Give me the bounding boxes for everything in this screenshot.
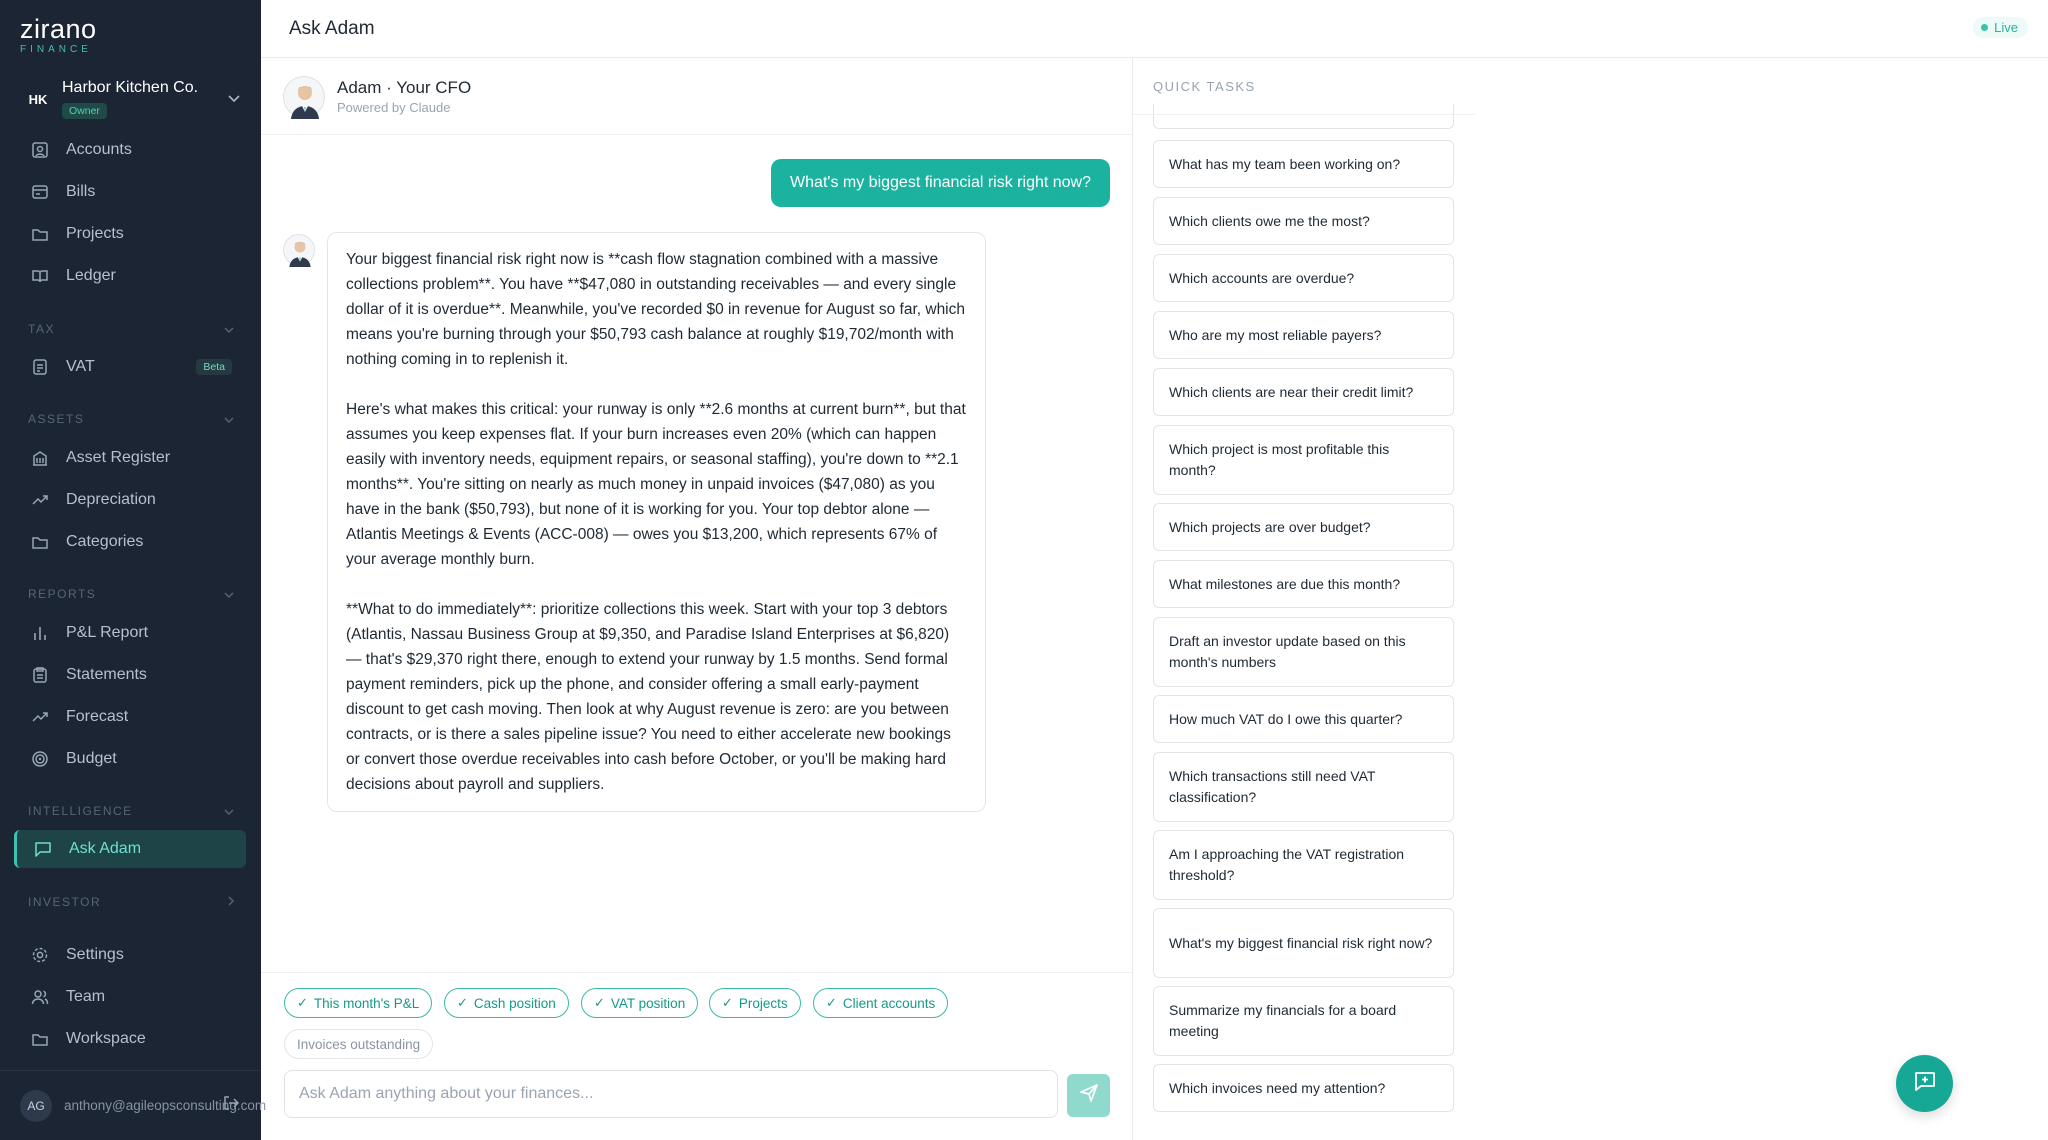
chat-header [261, 58, 1133, 135]
message-plus-icon [1913, 1069, 1937, 1098]
org-initials: HK [28, 91, 48, 107]
sidebar-item-workspace[interactable] [14, 1020, 246, 1058]
sidebar-item-ledger[interactable] [14, 257, 246, 295]
live-dot-icon [1981, 24, 1988, 31]
quick-task-partial[interactable] [1153, 104, 1454, 129]
sidebar-item-label: VAT [66, 358, 95, 375]
context-chip-cash[interactable] [444, 988, 569, 1018]
sidebar-item-label: P&L Report [66, 624, 149, 641]
sidebar-item-label: Asset Register [66, 449, 171, 466]
sidebar-item-label: Depreciation [66, 491, 156, 508]
nav-section-tax[interactable] [28, 322, 234, 336]
org-name: Harbor Kitchen Co. [62, 79, 199, 96]
sidebar-item-label: Ask Adam [69, 840, 142, 857]
org-switcher[interactable] [14, 70, 248, 128]
quick-task[interactable]: What milestones are due this month? [1153, 560, 1454, 608]
quick-task[interactable]: Summarize my financials for a board meeting [1153, 986, 1454, 1056]
quick-task[interactable]: Which projects are over budget? [1153, 503, 1454, 551]
sidebar-item-bills[interactable] [14, 173, 246, 211]
nav-section-investor[interactable] [28, 895, 234, 909]
check-icon: ✓ [826, 995, 837, 1010]
assistant-name: Adam · Your CFO [337, 78, 472, 97]
sidebar-item-label: Categories [66, 533, 144, 550]
quick-task[interactable]: Which invoices need my attention? [1153, 1064, 1454, 1112]
sidebar-item-projects[interactable] [14, 215, 246, 253]
top-bar [261, 0, 2048, 58]
context-chip-clients[interactable] [813, 988, 948, 1018]
sidebar-item-label: Accounts [66, 141, 132, 158]
sidebar-item-label: Bills [66, 183, 96, 200]
nav-section-intelligence[interactable] [28, 804, 234, 818]
chip-label: Projects [738, 995, 788, 1011]
chevron-down-icon [224, 322, 234, 336]
logout-icon[interactable] [222, 1094, 240, 1117]
nav-section-label: REPORTS [28, 587, 97, 601]
nav-section-label: INTELLIGENCE [28, 804, 133, 818]
sidebar-item-label: Projects [66, 225, 124, 242]
send-button[interactable] [1067, 1074, 1110, 1117]
chevron-down-icon [228, 92, 248, 106]
sidebar-item-accounts[interactable] [14, 131, 246, 169]
trend-up-icon [28, 490, 52, 510]
context-chip-pl[interactable] [284, 988, 432, 1018]
target-icon [28, 749, 52, 769]
sidebar-item-vat[interactable] [14, 348, 246, 386]
quick-task[interactable]: Which accounts are overdue? [1153, 254, 1454, 302]
building-icon [28, 448, 52, 468]
chip-label: Invoices outstanding [297, 1036, 421, 1052]
quick-task[interactable]: Am I approaching the VAT registration threshold? [1153, 830, 1454, 900]
folder-icon [28, 1029, 52, 1049]
divider [1133, 114, 1475, 115]
sidebar-item-categories[interactable] [14, 523, 246, 561]
assistant-reply-paragraph: Your biggest financial risk right now is **cash flow stagnation combined with a massive collections problem**. You have **$47,080 in outstanding receivables — and every single dollar of it is overdue**. Meanwhile, you've recorded $0 in revenue for August so far, which means you're burning through your $50,793 cash balance at roughly $19,702/month with nothing coming in to replenish it. [346, 251, 966, 368]
quick-task[interactable]: Draft an investor update based on this month's numbers [1153, 617, 1454, 687]
context-chip-vat[interactable] [581, 988, 698, 1018]
brand-name: zirano [20, 14, 97, 44]
nav-section-label: TAX [28, 322, 55, 336]
user-email: anthony@agileopsconsulting.com [64, 1098, 267, 1113]
trend-up-icon [28, 707, 52, 727]
gear-icon [28, 945, 52, 965]
quick-task[interactable]: What has my team been working on? [1153, 140, 1454, 188]
status-badge [1973, 17, 2028, 38]
nav-section-label: ASSETS [28, 412, 85, 426]
user-account-bar [0, 1070, 267, 1140]
assistant-reply-paragraph: **What to do immediately**: prioritize collections this week. Start with your top 3 debtors (Atlantis, Nassau Business Group at $9,350, and Paradise Island Enterprises at $6,820) — that's $29,370 right there, enough to extend your runway by 1.5 months. Send formal payment reminders, pick up the phone, and consider offering a small early-payment discount to get cash moving. Then look at why August revenue is zero: are you between contracts, or is there a sales pipeline issue? You need to either accelerate new bookings or convert those overdue receivables into cash before October, or you'll be making hard decisions about payroll and suppliers. [346, 601, 951, 793]
user-square-icon [28, 140, 52, 160]
new-chat-fab[interactable] [1896, 1055, 1953, 1112]
beta-badge: Beta [196, 359, 232, 375]
assistant-reply-paragraph: Here's what makes this critical: your runway is only **2.6 months at current burn**, but that assumes you keep expenses flat. If your burn increases even 20% (which can happen easily with inventory needs, equipment repairs, or seasonal staffing), you're down to **2.1 months**. You're sitting on nearly as much money in unpaid invoices ($47,080) as you have in the bank ($50,793), but none of it is working for you. Your top debtor alone — Atlantis Meetings & Events (ACC-008) — owes you $13,200, which represents 67% of your average monthly burn. [346, 401, 966, 568]
chevron-down-icon [224, 804, 234, 818]
avatar[interactable]: AG [20, 1090, 52, 1122]
assistant-avatar [283, 234, 315, 266]
quick-tasks-title: QUICK TASKS [1153, 79, 1256, 94]
quick-task[interactable]: Which clients owe me the most? [1153, 197, 1454, 245]
sidebar-item-label: Ledger [66, 267, 116, 284]
status-label: Live [1994, 20, 2018, 35]
sidebar-item-settings[interactable] [14, 936, 246, 974]
nav-section-assets[interactable] [28, 412, 234, 426]
nav-section-label: INVESTOR [28, 895, 102, 909]
quick-task[interactable]: Who are my most reliable payers? [1153, 311, 1454, 359]
nav-section-reports[interactable] [28, 587, 234, 601]
sidebar-item-label: Settings [66, 946, 124, 963]
chip-label: This month's P&L [313, 995, 420, 1011]
page-title: Ask Adam [289, 18, 375, 39]
check-icon: ✓ [297, 995, 308, 1010]
sidebar-item-label: Budget [66, 750, 117, 767]
brand-sub: FINANCE [20, 44, 92, 55]
book-open-icon [28, 266, 52, 286]
document-icon [28, 357, 52, 377]
brand-logo[interactable] [20, 14, 97, 55]
sidebar-item-label: Forecast [66, 708, 129, 725]
sidebar-item-depreciation[interactable] [14, 481, 246, 519]
send-icon [1079, 1083, 1099, 1108]
receipt-icon [28, 182, 52, 202]
check-icon: ✓ [722, 995, 733, 1010]
quick-task[interactable]: Which clients are near their credit limit? [1153, 368, 1454, 416]
message-square-icon [31, 839, 55, 859]
sidebar-item-ask-adam[interactable] [14, 830, 246, 868]
chip-label: Client accounts [842, 995, 936, 1011]
check-icon: ✓ [457, 995, 468, 1010]
bar-chart-icon [28, 623, 52, 643]
sidebar-item-label: Workspace [66, 1030, 146, 1047]
folder-icon [28, 224, 52, 244]
sidebar-item-label: Team [66, 988, 106, 1005]
quick-task[interactable]: Which project is most profitable this month? [1153, 425, 1454, 495]
chip-label: Cash position [473, 995, 556, 1011]
message-input[interactable] [284, 1070, 1058, 1118]
folder-icon [28, 532, 52, 552]
sidebar [0, 0, 267, 1140]
chat-panel [261, 58, 1133, 1140]
quick-task[interactable]: Which transactions still need VAT classification? [1153, 752, 1454, 822]
clipboard-icon [28, 665, 52, 685]
org-role-badge: Owner [62, 103, 107, 119]
sidebar-item-forecast[interactable] [14, 698, 246, 736]
sidebar-item-statements[interactable] [14, 656, 246, 694]
quick-task[interactable]: How much VAT do I owe this quarter? [1153, 695, 1454, 743]
chevron-down-icon [224, 587, 234, 601]
chip-label: VAT position [610, 995, 686, 1011]
sidebar-item-team[interactable] [14, 978, 246, 1016]
sidebar-item-pl-report[interactable] [14, 614, 246, 652]
chevron-right-icon [228, 895, 234, 909]
check-icon: ✓ [594, 995, 605, 1010]
assistant-subtitle: Powered by Claude [337, 100, 451, 115]
users-icon [28, 987, 52, 1007]
quick-task[interactable]: What's my biggest financial risk right now? [1153, 908, 1454, 978]
sidebar-item-label: Statements [66, 666, 147, 683]
sidebar-item-asset-register[interactable] [14, 439, 246, 477]
context-chip-invoices[interactable] [284, 1029, 433, 1059]
assistant-avatar [283, 76, 325, 118]
user-message-bubble: What's my biggest financial risk right now? [771, 159, 1110, 207]
assistant-message-bubble [327, 232, 986, 812]
sidebar-item-budget[interactable] [14, 740, 246, 778]
context-chip-projects[interactable] [709, 988, 801, 1018]
chevron-down-icon [224, 412, 234, 426]
